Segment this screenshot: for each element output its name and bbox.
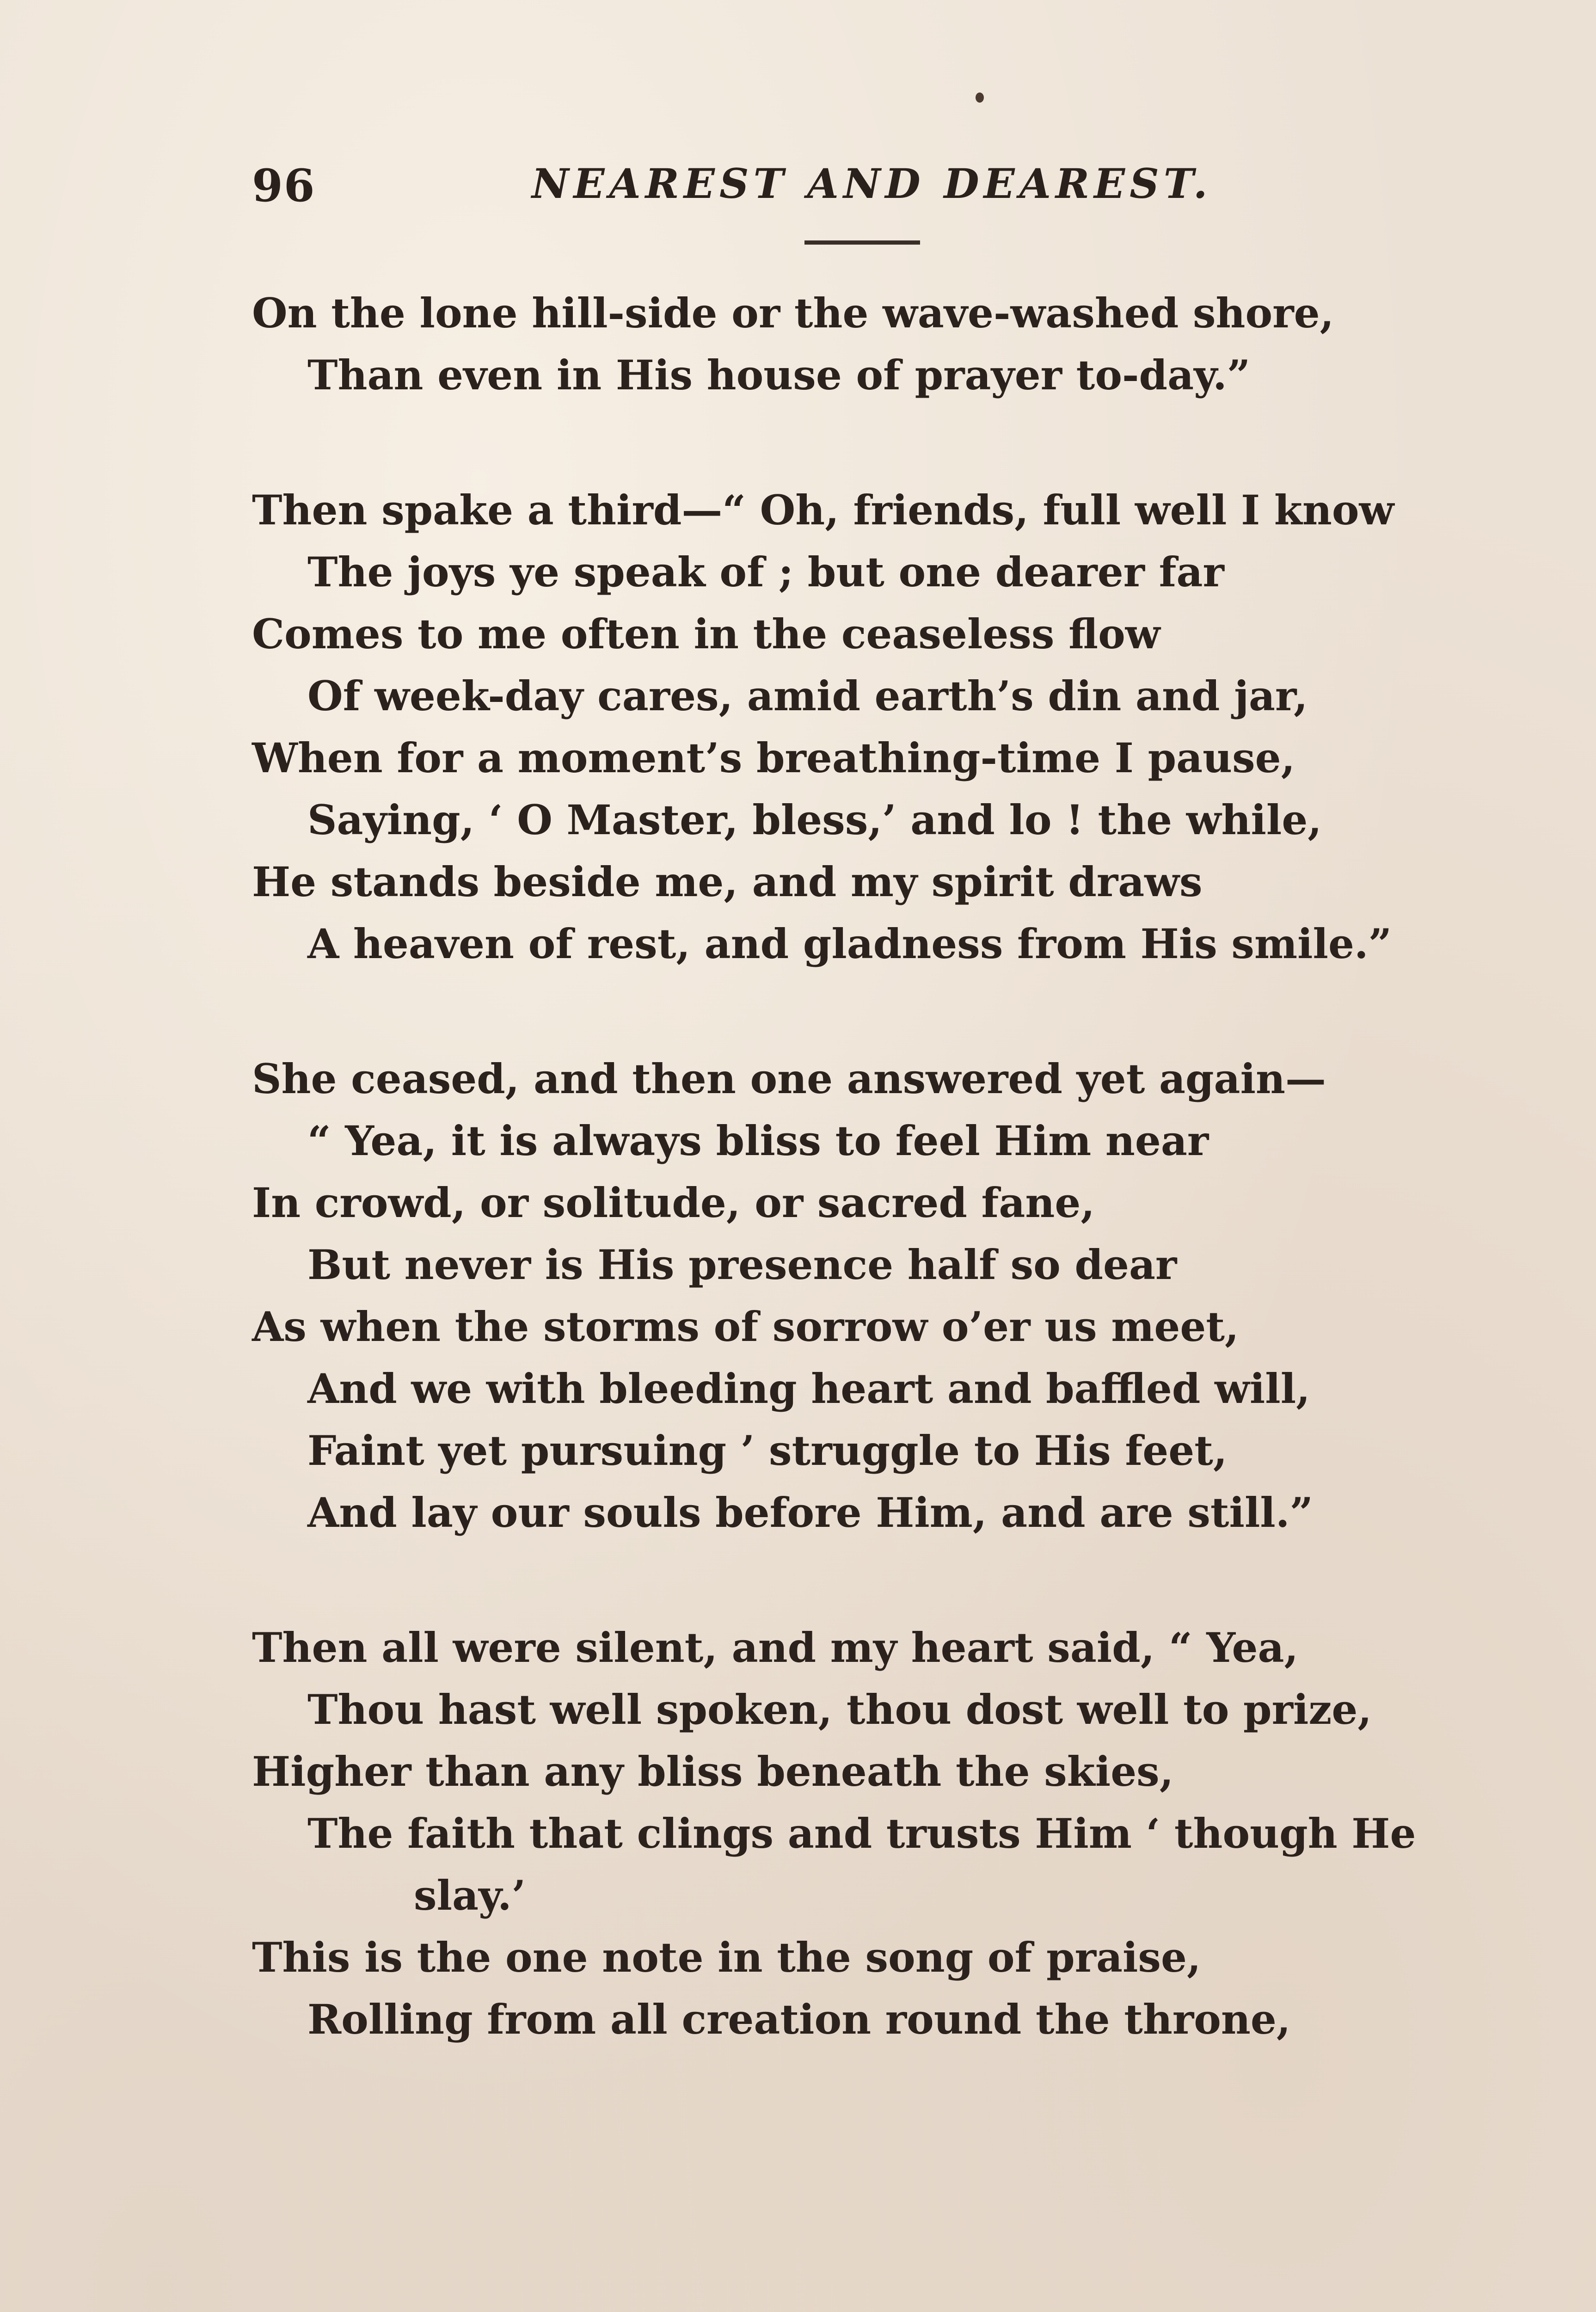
stanza [252,1617,1500,2050]
poem-line: But never is His presence half so dear [307,1241,1177,1289]
poem-body [252,282,1500,2123]
poem-line: In crowd, or solitude, or sacred fane, [252,1179,1095,1227]
page-number: 96 [252,160,316,212]
stanza [252,1048,1500,1543]
poem-line: Faint yet pursuing ’ struggle to His feet, [307,1427,1228,1475]
paper-speck [976,92,984,103]
stanza [252,479,1500,975]
poem-line: Thou hast well spoken, thou dost well to prize, [307,1685,1372,1734]
poem-line: Comes to me often in the ceaseless flow [252,610,1160,658]
poem-line: A heaven of rest, and gladness from His smile.” [307,920,1392,968]
poem-line: Saying, ‘ O Master, bless,’ and lo ! the while, [307,796,1322,844]
poem-line: And lay our souls before Him, and are still.” [307,1488,1314,1537]
poem-line: Of week-day cares, amid earth’s din and jar, [307,672,1308,720]
poem-line: This is the one note in the song of praise, [252,1933,1201,1981]
poem-line: Than even in His house of prayer to-day.” [307,351,1251,399]
poem-line: He stands beside me, and my spirit draws [252,858,1203,906]
stanza [252,282,1500,406]
header-rule [804,240,920,245]
poem-line: On the lone hill-side or the wave-washed shore, [252,289,1334,337]
poem-line: Then all were silent, and my heart said, “ Yea, [252,1623,1299,1672]
poem-line: And we with bleeding heart and baffled will, [307,1365,1310,1413]
poem-line: Higher than any bliss beneath the skies, [252,1747,1174,1795]
poem-line: When for a moment’s breathing-time I pause, [252,734,1295,782]
poem-line: She ceased, and then one answered yet again— [252,1055,1326,1103]
poem-line: Then spake a third—“ Oh, friends, full well I know [252,486,1394,534]
poem-line: “ Yea, it is always bliss to feel Him near [307,1117,1209,1165]
page-header [0,160,1596,210]
poem-line: The joys ye speak of ; but one dearer far [307,548,1224,596]
poem-line: The faith that clings and trusts Him ‘ though He [307,1809,1416,1857]
poem-line: Rolling from all creation round the throne, [307,1995,1291,2043]
running-head: NEAREST AND DEAREST. [532,160,1212,208]
poem-line: slay.’ [414,1871,526,1919]
poem-line: As when the storms of sorrow o’er us meet, [252,1303,1239,1351]
